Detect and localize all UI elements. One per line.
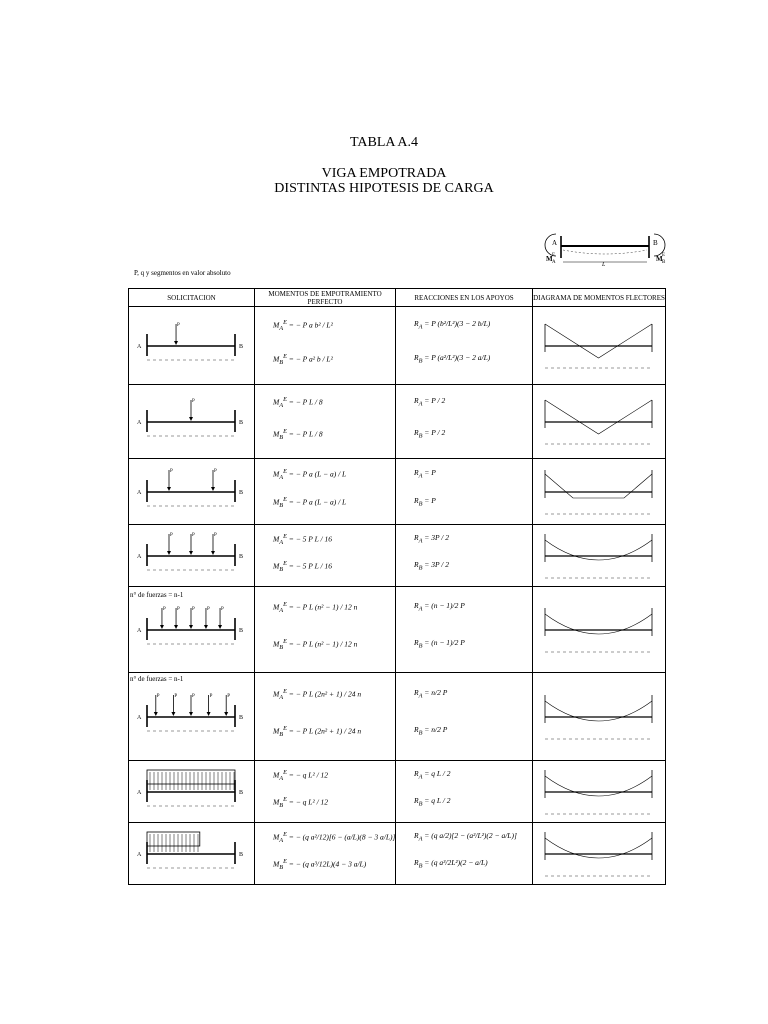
load-label: P (170, 532, 173, 538)
legend-moment-b: M (656, 255, 663, 263)
moments-cell (255, 587, 396, 673)
legend-moment-a: M (546, 255, 553, 263)
moment-a-formula: $M_A^E$ = − (q a²/12)[6 − (a/L)(8 − 3 a/L)] (273, 831, 396, 844)
loading-cell (129, 823, 255, 885)
legend-moment-b-sup: E (662, 253, 666, 258)
load-label: P (177, 322, 180, 328)
diagram-cell (533, 761, 666, 823)
end-a-label: A (137, 627, 142, 634)
moments-cell (255, 761, 396, 823)
reactions-cell (396, 823, 533, 885)
reaction-a-formula: $R_A = n/2$ P (414, 687, 448, 699)
moments-cell (255, 525, 396, 587)
loading-cell (129, 525, 255, 587)
moments-cell (255, 307, 396, 385)
reaction-b-formula: $R_B = P$ (414, 496, 436, 508)
col-loading: SOLICITACION (129, 289, 255, 307)
diagram-cell (533, 307, 666, 385)
end-a-label: A (137, 714, 142, 721)
loading-cell (129, 761, 255, 823)
reaction-a-formula: $R_A = P$ (414, 468, 436, 480)
moment-b-formula: $M_B^E$ = − q L² / 12 (273, 795, 329, 809)
end-b-label: B (239, 714, 244, 721)
end-a-label: A (137, 553, 142, 560)
legend-moment-b-sub: B (662, 260, 666, 265)
table-row (129, 761, 666, 823)
moments-cell (255, 823, 396, 885)
end-a-label: A (137, 419, 142, 426)
row6-note: n° de fuerzas = n-1 (130, 675, 184, 683)
reaction-b-formula: $R_B = (n - 1)/2$ P (414, 637, 465, 650)
moment-a-formula: $M_A^E$ = − P L (n² − 1) / 12 n (273, 601, 358, 614)
loading-cell (129, 307, 255, 385)
load-label: P (209, 693, 213, 699)
moment-b-formula: $M_B^E$ = − P L (n² − 1) / 12 n (273, 637, 358, 651)
moment-a-formula: $M_A^E$ = − 5 P L / 16 (273, 533, 332, 546)
reactions-cell (396, 761, 533, 823)
reaction-b-formula: $R_B = 3P / 2$ (414, 559, 450, 572)
end-b-label: B (239, 851, 244, 858)
legend-span: L (602, 262, 606, 268)
table-label: TABLA A.4 (349, 135, 419, 150)
load-label: P (192, 532, 195, 538)
table-row (129, 673, 666, 761)
end-a-label: A (137, 851, 142, 858)
load-label: P (162, 606, 166, 612)
loading-cell (129, 673, 255, 761)
load-label: P (206, 606, 210, 612)
moment-a-formula: $M_A^E$ = − P L (2n² + 1) / 24 n (273, 687, 362, 701)
end-a-label: A (137, 343, 142, 350)
diagram-cell (533, 823, 666, 885)
reactions-cell (396, 525, 533, 587)
moments-cell (255, 459, 396, 525)
reaction-b-formula: $R_B = q$ L / 2 (414, 795, 451, 808)
load-label: P (227, 693, 230, 699)
legend-moment-a-sup: E (552, 253, 556, 258)
reaction-b-formula: $R_B = n/2$ P (414, 725, 448, 737)
reaction-a-formula: $R_A = q$ L / 2 (414, 769, 451, 781)
table-header-row (129, 289, 666, 307)
table-row (129, 307, 666, 385)
moment-b-formula: $M_B^E$ = − (q a³/12L)(4 − 3 a/L) (273, 857, 367, 871)
reaction-a-formula: $R_A = P / 2$ (414, 396, 446, 408)
load-label: P (192, 606, 195, 612)
end-b-label: B (239, 627, 244, 634)
diagram-cell (533, 587, 666, 673)
end-b-label: B (239, 553, 244, 560)
end-b-label: B (239, 419, 244, 426)
col-moments: MOMENTOS DE EMPOTRAMIENTO PERFECTO (255, 289, 396, 307)
table-row (129, 385, 666, 459)
table-row (129, 459, 666, 525)
col-diagram: DIAGRAMA DE MOMENTOS FLECTORES (533, 289, 666, 307)
moments-cell (255, 385, 396, 459)
reactions-cell (396, 307, 533, 385)
legend-end-a: A (552, 239, 558, 247)
load-cases-table (128, 288, 666, 885)
end-a-label: A (137, 789, 142, 796)
row5-note: n° de fuerzas = n-1 (130, 591, 184, 599)
note-absolute-values: P, q y segmentos en valor absoluto (134, 269, 231, 277)
reaction-a-formula: $R_A = 3P / 2$ (414, 533, 450, 545)
col-reactions: REACCIONES EN LOS APOYOS (396, 289, 533, 307)
end-b-label: B (239, 789, 244, 796)
moment-a-formula: $M_A^E$ = − P a (L − a) / L (273, 468, 347, 481)
load-label: P (174, 693, 178, 699)
load-label: P (221, 606, 224, 612)
page-title: VIGA EMPOTRADA (321, 166, 447, 181)
legend-diagram (540, 228, 670, 268)
legend-end-b: B (653, 239, 658, 247)
table-row (129, 823, 666, 885)
reaction-b-formula: $R_B = P$ (a²/L²)(3 − 2 a/L) (414, 352, 491, 365)
reactions-cell (396, 673, 533, 761)
table-row (129, 525, 666, 587)
load-label: P (192, 693, 195, 699)
load-label: P (177, 606, 180, 612)
moment-b-formula: $M_B^E$ = − P a² b / L² (273, 352, 333, 366)
reactions-cell (396, 587, 533, 673)
moment-a-formula: $M_A^E$ = − P L / 8 (273, 396, 323, 409)
moment-a-formula: $M_A^E$ = − P a b² / L² (273, 319, 333, 332)
load-label: P (170, 468, 173, 474)
loading-cell (129, 459, 255, 525)
reaction-b-formula: $R_B = (q$ a³/2L²)(2 − a/L) (414, 857, 488, 870)
load-label: P (156, 693, 160, 699)
diagram-cell (533, 385, 666, 459)
end-b-label: B (239, 343, 244, 350)
load-label: P (214, 532, 217, 538)
load-label: P (214, 468, 217, 474)
moment-b-formula: $M_B^E$ = − P L / 8 (273, 427, 323, 441)
page-subtitle: DISTINTAS HIPOTESIS DE CARGA (274, 181, 494, 196)
moment-b-formula: $M_B^E$ = − 5 P L / 16 (273, 559, 332, 573)
loading-cell (129, 385, 255, 459)
end-a-label: A (137, 489, 142, 496)
reaction-b-formula: $R_B = P / 2$ (414, 427, 446, 440)
moment-b-formula: $M_B^E$ = − P a (L − a) / L (273, 496, 347, 510)
diagram-cell (533, 525, 666, 587)
loading-cell (129, 587, 255, 673)
reactions-cell (396, 385, 533, 459)
reactions-cell (396, 459, 533, 525)
moment-b-formula: $M_B^E$ = − P L (2n² + 1) / 24 n (273, 725, 362, 739)
moments-cell (255, 673, 396, 761)
end-b-label: B (239, 489, 244, 496)
table-row (129, 587, 666, 673)
reaction-a-formula: $R_A = P$ (b²/L²)(3 − 2 b/L) (414, 319, 491, 331)
moment-a-formula: $M_A^E$ = − q L² / 12 (273, 769, 329, 782)
legend-moment-a-sub: A (552, 260, 556, 265)
load-label: P (192, 398, 195, 404)
diagram-cell (533, 673, 666, 761)
diagram-cell (533, 459, 666, 525)
reaction-a-formula: $R_A = (n - 1)/2$ P (414, 601, 465, 613)
reaction-a-formula: $R_A = (q$ a/2)[2 − (a²/L²)(2 − a/L)] (414, 831, 517, 843)
